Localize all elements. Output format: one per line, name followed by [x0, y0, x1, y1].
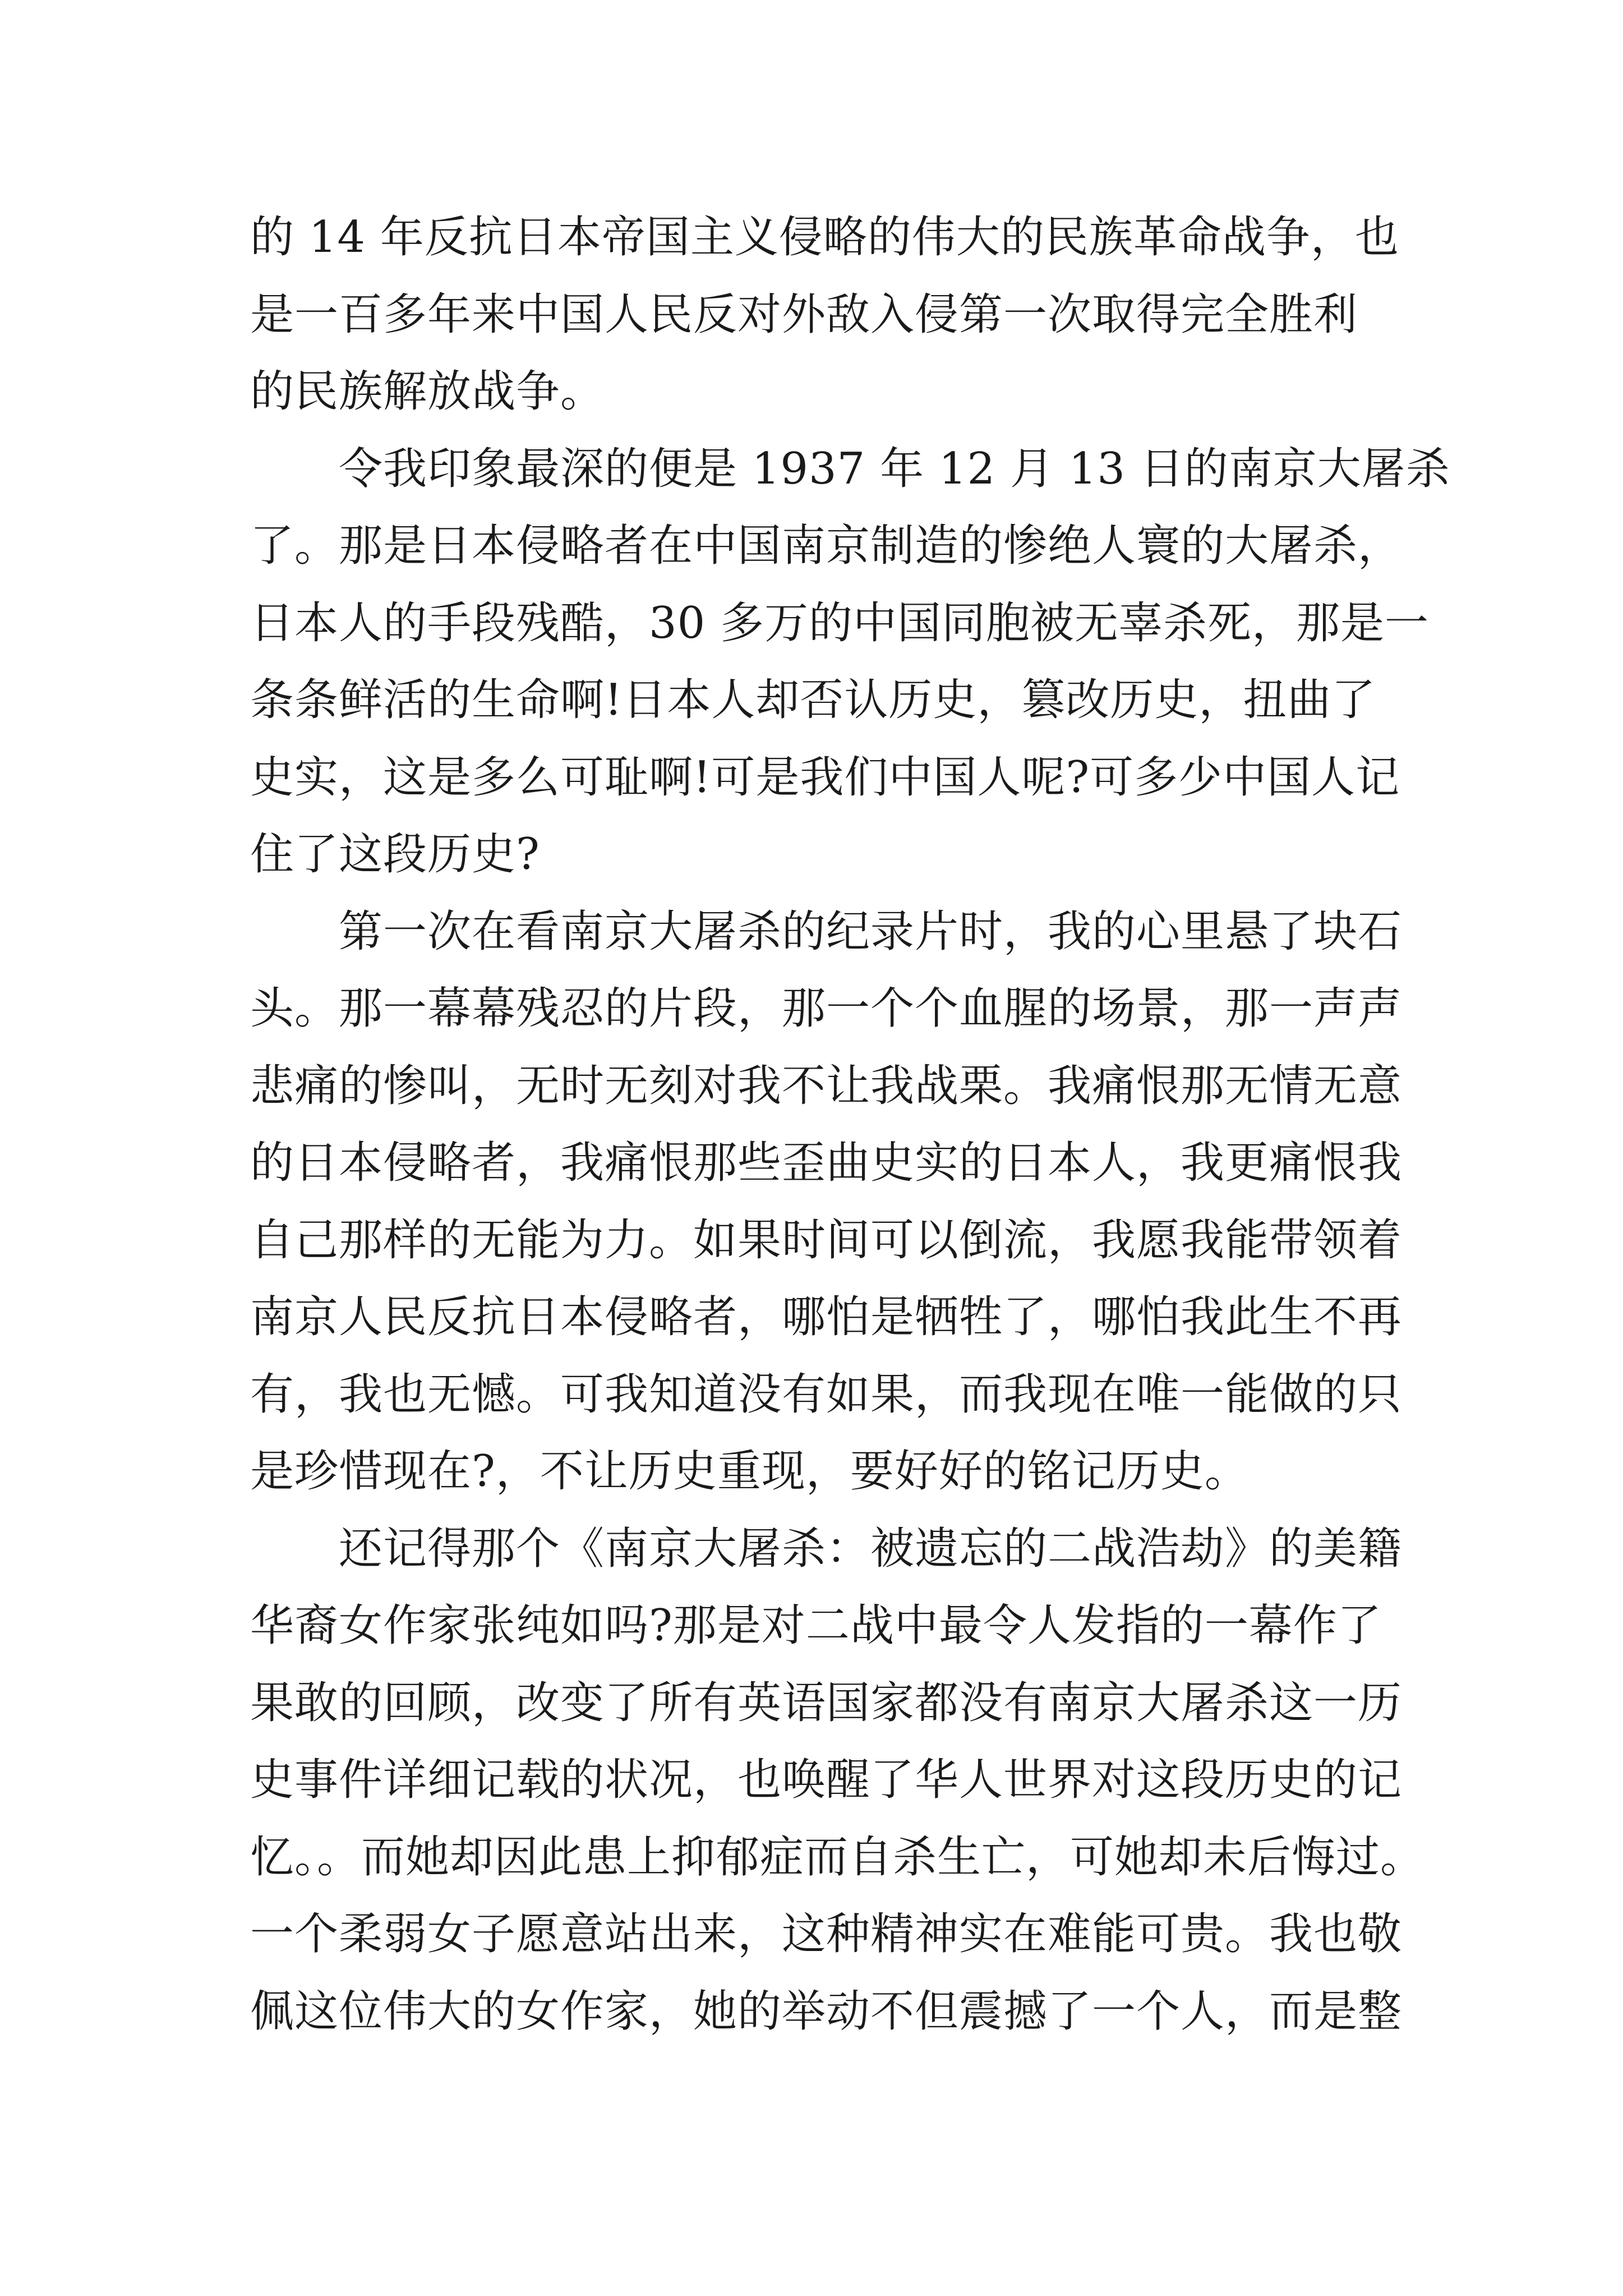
- text-line: 住了这段历史?: [250, 829, 540, 880]
- paragraph-first-line: 第一次在看南京大屠杀的纪录片时，我的心里悬了块石: [339, 906, 1403, 957]
- text-line: 的 14 年反抗日本帝国主义侵略的伟大的民族革命战争，也: [250, 212, 1399, 263]
- text-line: 果敢的回顾，改变了所有英语国家都没有南京大屠杀这一历: [250, 1677, 1403, 1728]
- text-line: 头。那一幕幕残忍的片段，那一个个血腥的场景，那一声声: [250, 983, 1403, 1034]
- text-line: 了。那是日本侵略者在中国南京制造的惨绝人寰的大屠杀，: [250, 521, 1403, 571]
- paragraph-first-line: 还记得那个《南京大屠杀：被遗忘的二战浩劫》的美籍: [339, 1523, 1403, 1574]
- body-text: [250, 199, 1450, 2050]
- text-line: 的民族解放战争。: [250, 366, 605, 417]
- paragraph-first-line: 令我印象最深的便是 1937 年 12 月 13 日的南京大屠杀: [339, 443, 1450, 494]
- text-line: 是一百多年来中国人民反对外敌入侵第一次取得完全胜利: [250, 289, 1358, 340]
- text-line: 是珍惜现在?，不让历史重现，要好好的铭记历史。: [250, 1446, 1249, 1497]
- text-line: 一个柔弱女子愿意站出来，这种精神实在难能可贵。我也敬: [250, 1909, 1403, 1959]
- text-line: 的日本侵略者，我痛恨那些歪曲史实的日本人，我更痛恨我: [250, 1138, 1403, 1188]
- text-line: 华裔女作家张纯如吗?那是对二战中最令人发指的一幕作了: [250, 1600, 1382, 1651]
- text-line: 佩这位伟大的女作家，她的举动不但震撼了一个人，而是整: [250, 1986, 1403, 2037]
- text-line: 南京人民反抗日本侵略者，哪怕是牺牲了，哪怕我此生不再: [250, 1292, 1403, 1342]
- text-line: 条条鲜活的生命啊!日本人却否认历史，篡改历史，扭曲了: [250, 675, 1376, 725]
- text-line: 自己那样的无能为力。如果时间可以倒流，我愿我能带领着: [250, 1214, 1403, 1266]
- text-line: 史事件详细记载的状况，也唤醒了华人世界对这段历史的记: [250, 1755, 1403, 1805]
- text-line: 史实，这是多么可耻啊!可是我们中国人呢?可多少中国人记: [250, 752, 1400, 803]
- text-line: 有，我也无憾。可我知道没有如果，而我现在唯一能做的只: [250, 1369, 1403, 1420]
- text-line: 悲痛的惨叫，无时无刻对我不让我战栗。我痛恨那无情无意: [250, 1060, 1403, 1111]
- text-line: 日本人的手段残酷，30 多万的中国同胞被无辜杀死，那是一: [250, 597, 1430, 648]
- text-line: 忆。。而她却因此患上抑郁症而自杀生亡，可她却未后悔过。: [250, 1832, 1425, 1883]
